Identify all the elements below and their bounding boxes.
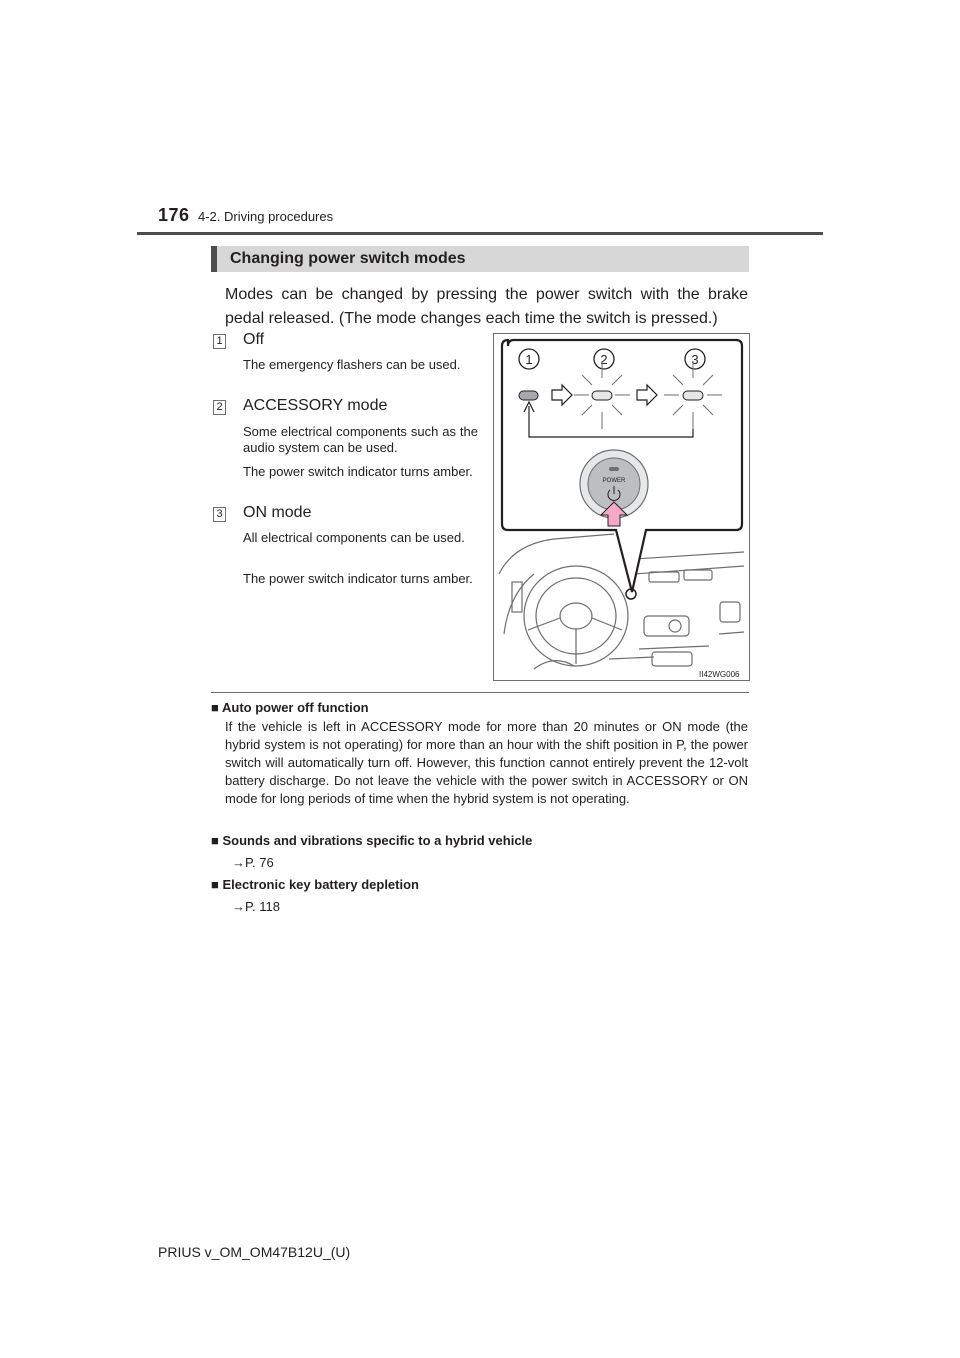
indicator-accessory [592,391,612,400]
note-title: Sounds and vibrations specific to a hybrid vehicle [222,833,533,848]
page-number: 176 [158,205,190,225]
mode-desc-accessory-1: Some electrical components such as the audio system can be used. [243,424,478,455]
note-heading-sounds [211,833,532,848]
mode-desc-on-1: All electrical components can be used. [243,530,465,545]
mode-desc-off: The emergency flashers can be used. [243,357,461,372]
illustration-svg [494,334,751,682]
power-button-label: POWER [602,478,626,484]
indicator-on [683,391,703,400]
notes-divider [211,692,749,693]
section-heading-bar [211,246,749,272]
header-rule [137,232,823,235]
indicator-off [519,391,538,400]
note-ref-key-battery[interactable]: →P. 118 [232,899,280,914]
note-title: Auto power off function [222,700,369,715]
mode-title-off: Off [243,331,265,348]
mode-title-accessory: ACCESSORY mode [243,397,388,414]
section-reference: 4-2. Driving procedures [198,209,334,224]
square-bullet-icon: ■ [211,833,219,848]
intro-paragraph: Modes can be changed by pressing the power switch with the brake pedal released. (The mode changes each time the switch is pressed.) [225,286,748,327]
mode-desc-on-2: The power switch indicator turns amber. [243,571,473,586]
footer-document-code: PRIUS v_OM_OM47B12U_(U) [158,1244,351,1260]
note-heading-auto-power-off [211,700,369,715]
label-2: 2 [600,352,608,367]
label-3: 3 [691,352,699,367]
item-number-2: 2 [213,400,226,415]
note-ref-sounds[interactable]: →P. 76 [232,855,274,870]
note-heading-key-battery [211,877,419,892]
note-title: Electronic key battery depletion [222,877,419,892]
square-bullet-icon: ■ [211,700,219,715]
note-body-auto-power-off: If the vehicle is left in ACCESSORY mode for more than 20 minutes or ON mode (the hybrid system is not operating) for more than an hour with the shift position in P, the power switch will automatically turn off. However, this function cannot entirely prevent the 12-volt battery discharge. Do not leave the vehicle with the power switch in ACCESSORY or ON mode for long periods of time when the hybrid system is not operating. [225,719,748,806]
item-number-3: 3 [213,507,226,522]
label-1: 1 [525,352,533,367]
item-number-1: 1 [213,334,226,349]
mode-title-on: ON mode [243,504,312,521]
mode-desc-accessory-2: The power switch indicator turns amber. [243,464,473,479]
power-button-indicator [609,467,619,471]
figure-code: II42WG006 [699,670,740,679]
square-bullet-icon: ■ [211,877,219,892]
section-title: Changing power switch modes [230,250,466,267]
power-switch-illustration [493,333,750,681]
